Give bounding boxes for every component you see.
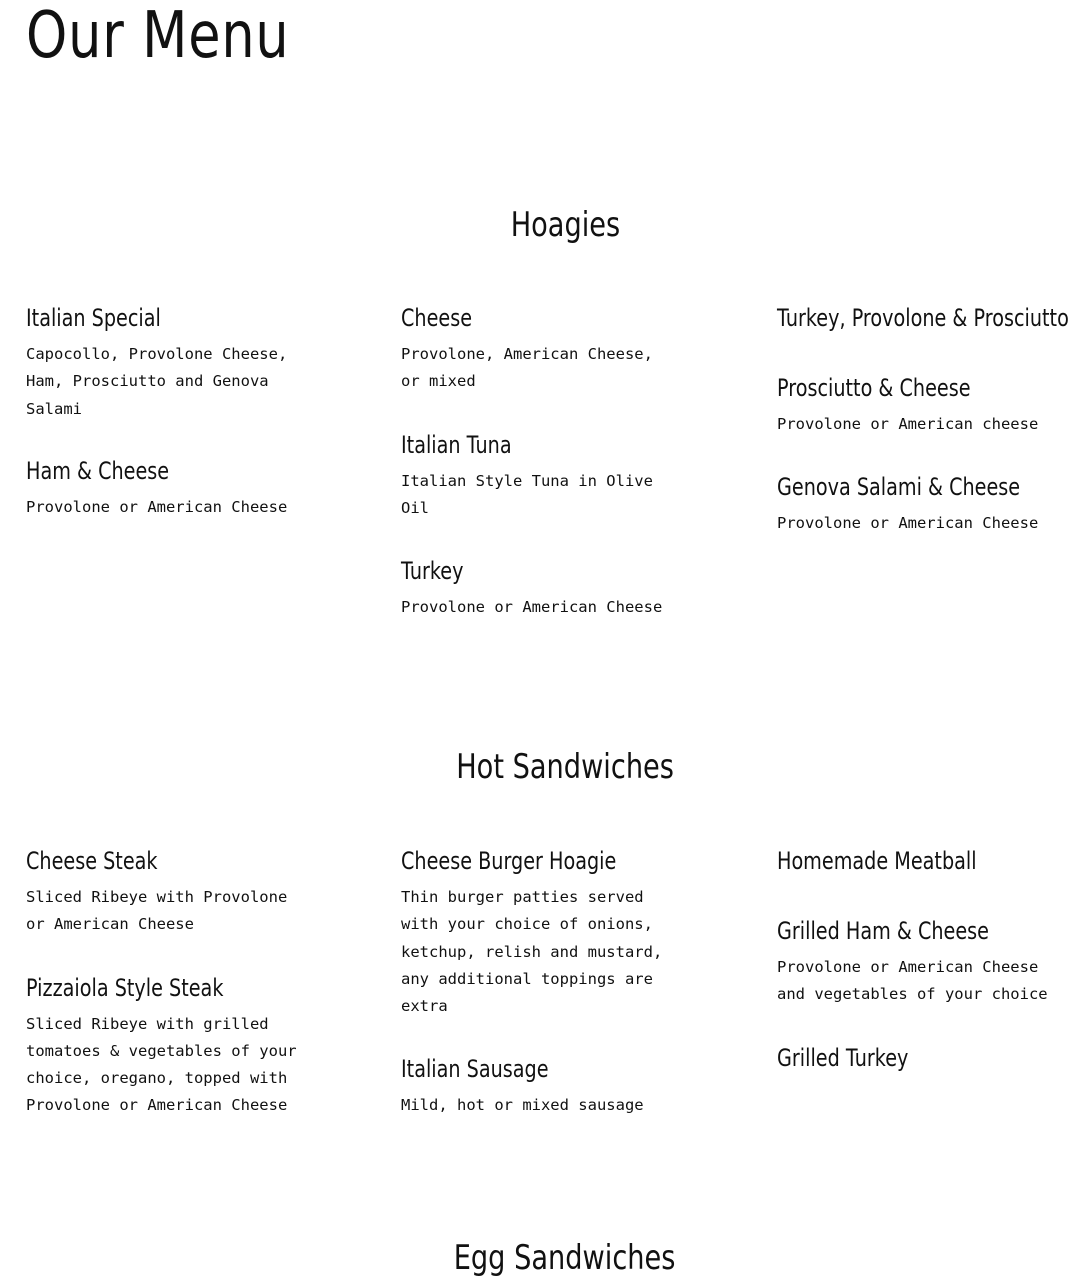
- menu-item-description: Sliced Ribeye with grilled tomatoes & vegetables of your choice, oregano, topped with Provolone or American Cheese: [26, 1014, 297, 1115]
- menu-item-name: Turkey: [401, 557, 464, 586]
- page-title: Our Menu: [26, 0, 290, 73]
- menu-item-description: Sliced Ribeye with Provolone or American Cheese: [26, 888, 288, 934]
- menu-item-name: Italian Sausage: [401, 1055, 549, 1084]
- menu-item-description: Thin burger patties served with your choice of onions, ketchup, relish and mustard, any additional toppings are extra: [401, 888, 663, 1016]
- section-title-hot-sandwiches: Hot Sandwiches: [456, 747, 674, 787]
- menu-item-name: Pizzaiola Style Steak: [26, 973, 224, 1002]
- menu-item: [401, 303, 701, 396]
- hoagies-column-3: [777, 303, 1077, 538]
- menu-item-description: Mild, hot or mixed sausage: [401, 1096, 644, 1115]
- section-title-egg-sandwiches: Egg Sandwiches: [454, 1238, 676, 1278]
- hoagies-column-1: [26, 303, 326, 521]
- menu-item: [401, 1054, 701, 1119]
- menu-item-name: Italian Tuna: [401, 430, 512, 459]
- menu-item-description: Provolone, American Cheese, or mixed: [401, 345, 653, 391]
- menu-item: [26, 456, 326, 521]
- menu-item-description: Provolone or American Cheese and vegetables of your choice: [777, 958, 1048, 1004]
- menu-item-description: Italian Style Tuna in Olive Oil: [401, 471, 653, 517]
- hot-sandwiches-column-1: [26, 846, 326, 1120]
- hot-sandwiches-column-2: [401, 846, 701, 1120]
- menu-item: [401, 846, 701, 1020]
- menu-item-name: Ham & Cheese: [26, 456, 170, 485]
- menu-item-name: Cheese: [401, 304, 473, 332]
- menu-item-name: Cheese Steak: [26, 847, 158, 875]
- menu-item-name: Grilled Ham & Cheese: [777, 917, 989, 945]
- menu-item: [777, 846, 1077, 876]
- menu-item-name: Grilled Turkey: [777, 1043, 909, 1072]
- menu-item-name: Genova Salami & Cheese: [777, 473, 1021, 502]
- hoagies-column-2: [401, 303, 701, 621]
- menu-item: [26, 846, 326, 939]
- menu-item: [26, 973, 326, 1120]
- menu-item-description: Provolone or American Cheese: [401, 598, 663, 617]
- menu-item: [777, 1043, 1077, 1073]
- menu-item-description: Provolone or American Cheese: [777, 514, 1039, 533]
- menu-item-name: Prosciutto & Cheese: [777, 374, 971, 402]
- menu-item: [777, 373, 1077, 438]
- menu-item-description: Provolone or American cheese: [777, 415, 1039, 433]
- menu-item-name: Cheese Burger Hoagie: [401, 847, 617, 875]
- menu-item-name: Italian Special: [26, 304, 161, 332]
- menu-item-description: Capocollo, Provolone Cheese, Ham, Prosciutto and Genova Salami: [26, 345, 288, 418]
- menu-item: [401, 556, 701, 621]
- menu-item: [401, 430, 701, 523]
- hot-sandwiches-column-3: [777, 846, 1077, 1073]
- menu-item-description: Provolone or American Cheese: [26, 497, 288, 516]
- menu-item: [777, 472, 1077, 537]
- menu-item: [777, 916, 1077, 1009]
- menu-item-name: Turkey, Provolone & Prosciutto: [777, 304, 1069, 332]
- menu-item-name: Homemade Meatball: [777, 847, 977, 875]
- menu-item: [777, 303, 1077, 333]
- menu-item: [26, 303, 326, 423]
- section-title-hoagies: Hoagies: [510, 205, 620, 245]
